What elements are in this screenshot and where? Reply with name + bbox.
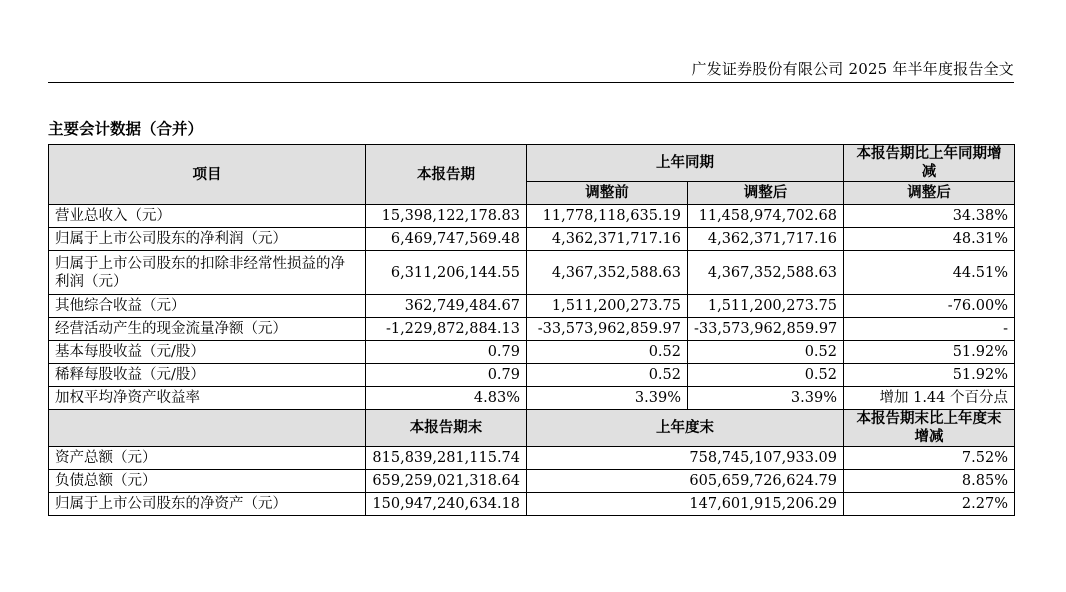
change-value: 44.51%	[844, 251, 1015, 295]
prior-after-adjust-value: 11,458,974,702.68	[688, 205, 844, 228]
change-value: 增加 1.44 个百分点	[844, 387, 1015, 410]
header-current-period-end: 本报告期末	[366, 410, 527, 447]
prior-before-adjust-value: 1,511,200,273.75	[527, 295, 688, 318]
prior-after-adjust-value: 0.52	[688, 341, 844, 364]
section-title: 主要会计数据（合并）	[48, 119, 204, 138]
row-label: 营业总收入（元）	[49, 205, 366, 228]
change-value: 7.52%	[844, 447, 1015, 470]
row-label: 归属于上市公司股东的净资产（元）	[49, 493, 366, 516]
prior-before-adjust-value: 11,778,118,635.19	[527, 205, 688, 228]
prior-year-end-value: 758,745,107,933.09	[527, 447, 844, 470]
row-label: 基本每股收益（元/股）	[49, 341, 366, 364]
header-change-sub: 调整后	[844, 182, 1015, 205]
prior-after-adjust-value: 4,362,371,717.16	[688, 228, 844, 251]
period-end-header-row	[49, 410, 1015, 447]
header-period-end-change: 本报告期末比上年度末增减	[844, 410, 1015, 447]
change-value: 51.92%	[844, 341, 1015, 364]
header-row-1	[49, 145, 1015, 182]
current-period-value: 4.83%	[366, 387, 527, 410]
current-period-end-value: 150,947,240,634.18	[366, 493, 527, 516]
header-after-adjust: 调整后	[688, 182, 844, 205]
table-row	[49, 493, 1015, 516]
table-row	[49, 228, 1015, 251]
change-value: 51.92%	[844, 364, 1015, 387]
table-row	[49, 318, 1015, 341]
table-row	[49, 251, 1015, 295]
table-row	[49, 387, 1015, 410]
header-prior-year-end: 上年度末	[527, 410, 844, 447]
prior-before-adjust-value: 0.52	[527, 364, 688, 387]
change-value: -	[844, 318, 1015, 341]
header-blank	[49, 410, 366, 447]
table-row	[49, 295, 1015, 318]
page-header	[48, 54, 1014, 83]
current-period-end-value: 815,839,281,115.74	[366, 447, 527, 470]
header-current-period: 本报告期	[366, 145, 527, 205]
current-period-value: -1,229,872,884.13	[366, 318, 527, 341]
prior-after-adjust-value: 3.39%	[688, 387, 844, 410]
prior-after-adjust-value: 4,367,352,588.63	[688, 251, 844, 295]
row-label: 负债总额（元）	[49, 470, 366, 493]
prior-after-adjust-value: -33,573,962,859.97	[688, 318, 844, 341]
prior-before-adjust-value: -33,573,962,859.97	[527, 318, 688, 341]
change-value: 34.38%	[844, 205, 1015, 228]
prior-after-adjust-value: 0.52	[688, 364, 844, 387]
row-label: 其他综合收益（元）	[49, 295, 366, 318]
row-label: 加权平均净资产收益率	[49, 387, 366, 410]
change-value: 2.27%	[844, 493, 1015, 516]
table-row	[49, 470, 1015, 493]
current-period-end-value: 659,259,021,318.64	[366, 470, 527, 493]
change-value: 48.31%	[844, 228, 1015, 251]
prior-before-adjust-value: 3.39%	[527, 387, 688, 410]
table-row	[49, 205, 1015, 228]
change-value: 8.85%	[844, 470, 1015, 493]
table-row	[49, 341, 1015, 364]
current-period-value: 0.79	[366, 341, 527, 364]
current-period-value: 6,469,747,569.48	[366, 228, 527, 251]
current-period-value: 362,749,484.67	[366, 295, 527, 318]
header-change: 本报告期比上年同期增减	[844, 145, 1015, 182]
change-value: -76.00%	[844, 295, 1015, 318]
prior-before-adjust-value: 0.52	[527, 341, 688, 364]
row-label: 归属于上市公司股东的扣除非经常性损益的净利润（元）	[49, 251, 366, 295]
header-before-adjust: 调整前	[527, 182, 688, 205]
report-header-title: 广发证券股份有限公司 2025 年半年度报告全文	[691, 60, 1014, 78]
prior-after-adjust-value: 1,511,200,273.75	[688, 295, 844, 318]
current-period-value: 0.79	[366, 364, 527, 387]
header-item: 项目	[49, 145, 366, 205]
table-row	[49, 447, 1015, 470]
row-label: 稀释每股收益（元/股）	[49, 364, 366, 387]
row-label: 经营活动产生的现金流量净额（元）	[49, 318, 366, 341]
current-period-value: 15,398,122,178.83	[366, 205, 527, 228]
financial-data-table	[48, 144, 1015, 516]
prior-before-adjust-value: 4,362,371,717.16	[527, 228, 688, 251]
header-prior-period: 上年同期	[527, 145, 844, 182]
current-period-value: 6,311,206,144.55	[366, 251, 527, 295]
row-label: 资产总额（元）	[49, 447, 366, 470]
prior-year-end-value: 605,659,726,624.79	[527, 470, 844, 493]
row-label: 归属于上市公司股东的净利润（元）	[49, 228, 366, 251]
prior-before-adjust-value: 4,367,352,588.63	[527, 251, 688, 295]
table-row	[49, 364, 1015, 387]
prior-year-end-value: 147,601,915,206.29	[527, 493, 844, 516]
